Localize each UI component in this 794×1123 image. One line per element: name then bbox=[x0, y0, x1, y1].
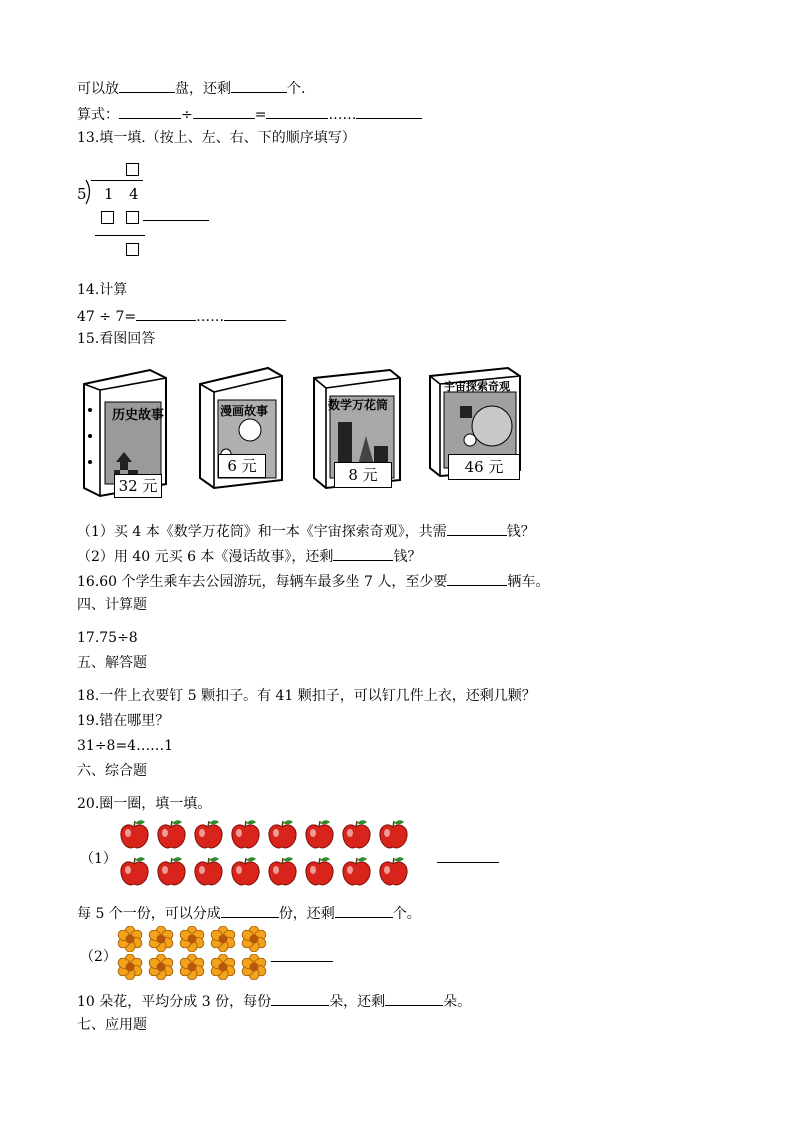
answer-box-right[interactable] bbox=[126, 211, 139, 224]
flower-grid bbox=[116, 926, 276, 982]
q19-expr: 31÷8=4……1 bbox=[77, 738, 173, 754]
answer-blank[interactable] bbox=[231, 78, 287, 93]
apple-icon bbox=[118, 818, 151, 851]
answer-blank[interactable] bbox=[266, 104, 328, 119]
answer-blank[interactable] bbox=[271, 961, 333, 962]
apple-icon bbox=[229, 818, 262, 851]
answer-box-top[interactable] bbox=[126, 163, 139, 176]
answer-blank[interactable] bbox=[447, 521, 507, 536]
price-tag: 6 元 bbox=[218, 454, 266, 478]
apple-icon bbox=[266, 855, 299, 888]
apple-icon bbox=[192, 818, 225, 851]
answer-blank[interactable] bbox=[335, 903, 393, 918]
answer-blank[interactable] bbox=[333, 546, 393, 561]
answer-blank[interactable] bbox=[447, 571, 507, 586]
q14-title: 14.计算 bbox=[77, 282, 128, 298]
q19-title: 19.错在哪里？ bbox=[77, 713, 170, 729]
book-comics bbox=[194, 364, 294, 490]
answer-blank[interactable] bbox=[224, 306, 286, 321]
q17: 17.75÷8 bbox=[77, 630, 138, 646]
q15-sub2: （2）用 40 元买 6 本《漫话故事》，还剩 钱？ bbox=[77, 546, 421, 566]
price-tag: 8 元 bbox=[334, 462, 392, 488]
part-label: （1） bbox=[80, 851, 117, 867]
section-heading: 七、应用题 bbox=[77, 1017, 147, 1033]
q12-line1: 可以放 盘，还剩 个. bbox=[77, 78, 305, 98]
book-title: 数学万花筒 bbox=[328, 398, 389, 412]
book-title: 历史故事 bbox=[112, 408, 165, 423]
dividend-digit: 1 bbox=[104, 185, 114, 203]
flower-row bbox=[116, 926, 276, 954]
flower-icon bbox=[209, 926, 237, 952]
apple-icon bbox=[229, 855, 262, 888]
apple-icon bbox=[192, 855, 225, 888]
flower-icon bbox=[147, 954, 175, 980]
apple-grid bbox=[118, 818, 418, 892]
section-heading: 五、解答题 bbox=[77, 655, 147, 671]
apple-row bbox=[118, 818, 418, 855]
divisor: 5 bbox=[77, 185, 87, 203]
q14-expr: 47 ÷ 7= …… bbox=[77, 306, 286, 326]
apple-icon bbox=[118, 855, 151, 888]
division-bar bbox=[91, 180, 143, 181]
book-universe bbox=[426, 366, 526, 480]
flower-icon bbox=[240, 954, 268, 980]
flower-icon bbox=[116, 926, 144, 952]
q20-p2-text: 10 朵花，平均分成 3 份，每份 朵，还剩 朵。 bbox=[77, 991, 471, 1011]
q13-title: 13.填一填.（按上、左、右、下的顺序填写） bbox=[77, 130, 356, 146]
answer-blank[interactable] bbox=[385, 991, 443, 1006]
section-heading: 六、综合题 bbox=[77, 763, 147, 779]
q16: 16.60 个学生乘车去公园游玩，每辆车最多坐 7 人，至少要 辆车。 bbox=[77, 571, 549, 591]
apple-icon bbox=[377, 818, 410, 851]
apple-icon bbox=[340, 855, 373, 888]
book-math bbox=[308, 366, 408, 492]
book-title: 宇宙探索奇观 bbox=[444, 380, 510, 393]
apple-icon bbox=[155, 855, 188, 888]
price-tag: 46 元 bbox=[448, 454, 520, 480]
answer-box-left[interactable] bbox=[101, 211, 114, 224]
part-label: （2） bbox=[80, 949, 117, 965]
answer-blank[interactable] bbox=[119, 78, 175, 93]
flower-icon bbox=[178, 954, 206, 980]
flower-icon bbox=[240, 926, 268, 952]
dividend-digit: 4 bbox=[129, 185, 139, 203]
apple-row bbox=[118, 855, 418, 892]
answer-blank[interactable] bbox=[193, 104, 255, 119]
answer-blank[interactable] bbox=[437, 862, 499, 863]
q18: 18.一件上衣要钉 5 颗扣子。有 41 颗扣子，可以钉几件上衣，还剩几颗？ bbox=[77, 688, 536, 704]
q15-title: 15.看图回答 bbox=[77, 331, 156, 347]
answer-blank[interactable] bbox=[356, 104, 422, 119]
flower-icon bbox=[178, 926, 206, 952]
apple-icon bbox=[155, 818, 188, 851]
flower-icon bbox=[209, 954, 237, 980]
q20-title: 20.圈一圈，填一填。 bbox=[77, 796, 212, 812]
q20-p1-text: 每 5 个一份，可以分成 份，还剩 个。 bbox=[77, 903, 421, 923]
answer-blank[interactable] bbox=[143, 220, 209, 221]
apple-icon bbox=[340, 818, 373, 851]
answer-blank[interactable] bbox=[221, 903, 279, 918]
flower-icon bbox=[147, 926, 175, 952]
q15-sub1: （1）买 4 本《数学万花筒》和一本《宇宙探索奇观》，共需 钱？ bbox=[77, 521, 535, 541]
answer-box-bottom[interactable] bbox=[126, 243, 139, 256]
price-tag: 32 元 bbox=[114, 474, 162, 498]
section-heading: 四、计算题 bbox=[77, 597, 147, 613]
answer-blank[interactable] bbox=[271, 991, 329, 1006]
apple-icon bbox=[303, 818, 336, 851]
apple-icon bbox=[303, 855, 336, 888]
answer-blank[interactable] bbox=[136, 306, 196, 321]
book-history bbox=[80, 366, 172, 500]
subtraction-bar bbox=[95, 235, 145, 236]
flower-icon bbox=[116, 954, 144, 980]
flower-row bbox=[116, 954, 276, 982]
answer-blank[interactable] bbox=[119, 104, 181, 119]
book-title: 漫画故事 bbox=[220, 404, 269, 418]
q12-line2: 算式： ÷ = …… bbox=[77, 104, 422, 124]
apple-icon bbox=[266, 818, 299, 851]
apple-icon bbox=[377, 855, 410, 888]
